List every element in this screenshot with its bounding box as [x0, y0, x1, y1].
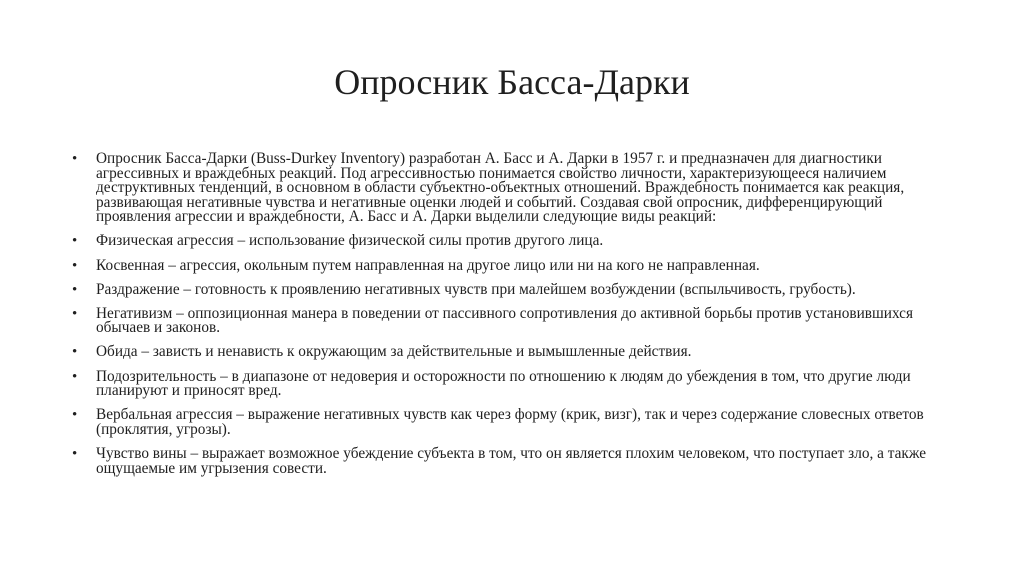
- bullet-item-indirect-aggression: • Косвенная – агрессия, окольным путем направленная на другое лицо или ни на кого не направленная.: [70, 259, 950, 274]
- bullet-item-physical-aggression: • Физическая агрессия – использование физической силы против другого лица.: [70, 234, 950, 249]
- bullet-list: [70, 152, 950, 486]
- bullet-item-intro: • Опросник Басса-Дарки (Buss-Durkey Inventory) разработан А. Басс и А. Дарки в 1957 г. и предназначен для диагностики агрессивных и враждебных реакций. Под агрессивностью понимается свойство личности, характеризующееся наличием деструктивных тенденций, в основном в области субъектно-объектных отношений. Враждебность понимается как реакция, развивающая негативные чувства и негативные оценки людей и событий. Создавая свой опросник, дифференцирующий проявления агрессии и враждебности, А. Басс и А. Дарки выделили следующие виды реакций:: [70, 152, 950, 225]
- bullet-item-irritation: • Раздражение – готовность к проявлению негативных чувств при малейшем возбуждении (вспыльчивость, грубость).: [70, 283, 950, 298]
- bullet-item-resentment: • Обида – зависть и ненависть к окружающим за действительные и вымышленные действия.: [70, 345, 950, 360]
- bullet-item-negativism: • Негативизм – оппозиционная манера в поведении от пассивного сопротивления до активной борьбы против установившихся обычаев и законов.: [70, 307, 950, 336]
- bullet-item-guilt: • Чувство вины – выражает возможное убеждение субъекта в том, что он является плохим человеком, что поступает зло, а также ощущаемые им угрызения совести.: [70, 447, 950, 476]
- bullet-item-verbal-aggression: • Вербальная агрессия – выражение негативных чувств как через форму (крик, визг), так и через содержание словесных ответов (проклятия, угрозы).: [70, 408, 950, 437]
- slide-title: Опросник Басса-Дарки: [334, 62, 690, 102]
- bullet-item-suspicion: • Подозрительность – в диапазоне от недоверия и осторожности по отношению к людям до убеждения в том, что другие люди планируют и приносят вред.: [70, 370, 950, 399]
